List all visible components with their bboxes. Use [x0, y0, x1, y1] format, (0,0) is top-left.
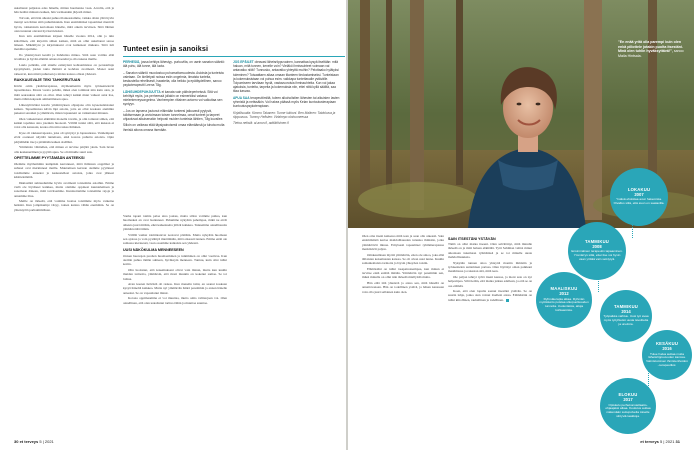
- timeline-month: MAALISKUU: [550, 286, 578, 292]
- timeline-text: Opiskelu perhekonstellaatio-ohjaajaksi alkaa. Koulutus auttaa näkemään sukupolvelta toiselle siirtyviä taakkoja.: [605, 402, 651, 418]
- sidebar-paragraph: – Jos on lapsena joutunut eläimään tunteesi jatkuvasti pyytyvä, tulkitsemaan ja arvioimaan toisen tunnelmaa, omat tunteet ja tarpeet ohjautuvat aikuisenakin helposti muiden tunteista lähtien, Tåg kuvailee.: [123, 108, 224, 121]
- timeline-text: Työpaikka vaihtuu. Uusi työ avaa myös työyhteisö uusia tavoitteita ja unelmia.: [603, 314, 649, 326]
- subheading: RAKKAUSVAJE TEKI TAHKERUTUAN: [14, 78, 81, 83]
- paragraph: Välillä vanhat toimintatavat nostavat päätään. Mutta nykyään huomaan sen ajoissa ja voin pysähtyä miettimään, mitä oikeasti tunnen. Emme enää ole samassa kierteessä, vaan osaamme katkaista sen yhdessä.: [123, 232, 227, 246]
- left-column-body: [14, 6, 114, 436]
- timeline-year: 2007: [634, 191, 644, 197]
- paragraph: Ymmärsin vähitellen, että minun ei tarvitse pärjätä yksin. Sain luvan olla keskeneräinen ja pyytää apua. Se oli minulle suuri asia.: [14, 145, 114, 154]
- subheading: OPETTELIMME PYYTÄMÄÄN ANTEEKSI: [14, 156, 85, 161]
- paragraph: Olen vaikeuttanut elämääni monella tavalla, ja olin tottunut siihen, että kaikki tapahtuu aina jotenkin huonosti. Välillä tuntui siltä, että kukaan ei voisi olla kanssani, koska olin niin raskas ihminen.: [14, 116, 114, 130]
- magazine-brand: et terveys: [19, 439, 39, 444]
- sidebar-paragraph: Silloin on vaikeaa elää täysipainoisesti omaa elämäänsä ja tuhota muita ihmisiä aitona omana itsenään.: [123, 123, 225, 132]
- timeline-month: TAMMIKUU: [613, 304, 639, 310]
- timeline-year: 2017: [623, 396, 633, 402]
- paragraph: Omaksumisen myötä ymmärrän, etten ole ainoa, joka elää tällaisten kokemusten kanssa. Se oli aivan uusi tunne. Kuulin samankaltaisia tarinoita ja löysin yhteyden toisiin.: [362, 252, 444, 266]
- paragraph: Olin luottanut, että kokemukseni olivat vain minun, mutta kun kuulin muiden tarinoita, ymmärsin, että moni muukin on kokenut samaa. Se toi lohtua.: [123, 267, 227, 281]
- sidebar-title: Tunteet esiin ja sanoiksi: [123, 44, 209, 53]
- sidebar-divider: [123, 56, 345, 57]
- paragraph: Elämästäni on tullut tasapainoisempaa, kun minun ei tarvitse enää esittää mitään. Ymmärrän nyt paremmin sen, miksi minulle on ollut niin tärkeää miellyttää muita.: [362, 266, 444, 280]
- issue-number: 5 | 2021: [39, 439, 54, 444]
- paragraph: Kotona oppimaamme ei voi muuttaa, mutta omia valintojaan voi. Olen onnellinen, että olen uskaltanut tarttua tähän ja muuttaa suuntaa.: [123, 296, 227, 305]
- paragraph: Luulo pelkään, että sinulle esitetyissä kohtaamisissa on perusteltuja kysymyksiä, joiden takia ihmisiä ei kohdata avoimesti. Monet asiat ratkeavat, kun niistä puhutaan ja niiden kanssa ollaan yhdessä.: [14, 62, 114, 76]
- paragraph: Ilkkiasmiä suhtaudumme hyvin avoimesti toistemme asioihin. Emme vielä ole löytäneet kaikkea, mutta olemme oppineet kuuntelemaan ja sanomaan ääneen, mitä tarvitsemme. Kunnioitamme toistemme rajoja ja annamme tilaa.: [14, 180, 114, 198]
- timeline-month: TAMMIKUU: [584, 239, 610, 245]
- timeline-bubble: [600, 378, 656, 434]
- page-number: 30: [14, 439, 19, 444]
- caption-quote: "En enää yritä olla parempi kuin olen enkä pillottele jotakin puolta itsestäni. Minä olen tuhlin hyväksyttävä!",: [618, 40, 683, 54]
- sidebar-paragraph: PERHESIÄ, jossa kehitys lähestyy- purkuvilta, on usein sanaton sääntö: älä puhu, älä tunne, älä luota.: [123, 60, 225, 69]
- sidebar-paragraph: APUA SAA terapeuttimiltä, tuleen alkoholistien lähesten tai aikuisten lasten ryhmistä ja netissäkin. Voi hakea päässä myös Kelan kuntoutusterapiaan kuntoutuspsykoterapiaan.: [233, 95, 340, 109]
- sidebar-column-a: [123, 60, 227, 210]
- timeline-month: ELOKUU: [618, 392, 638, 398]
- right-page: [348, 0, 694, 450]
- sidebar-web-links: Tietoa netistä: al-anon.fi, addiktiivinen.fi: [233, 121, 289, 126]
- timeline-text: Ystävä ehdottaa avun hakemista. Oivallus siitä, että avun on saatavilla.: [613, 197, 665, 206]
- paragraph: Vanha tapani toimia palaa aina joskus, mutta sillon voimme puhua, kun huomaaksi en ovat laantuneet. Puhumme nykyään pahempaa, mikä ne eivät aiheuta juuri mitään, eikä katkenneita jäävät kaikkea. Tunnemme onnellisuutta ymmärrettää tämän.: [123, 214, 227, 232]
- subheading: SAIN ITSESTÄNI YSTÄVÄN: [448, 236, 496, 241]
- timeline-text: Tulee halua auttaa muita läheisriippuvuuden kanssa. Valmistuminen ihmistenhoidon –terapeutiksi.: [646, 351, 688, 367]
- timeline-month: KESÄKUU: [655, 341, 679, 347]
- timeline-bubble: [642, 330, 692, 380]
- sidebar-column-b: [233, 60, 341, 210]
- timeline-bubble: [568, 222, 626, 280]
- timeline-year: 2014: [621, 308, 631, 314]
- paragraph: Avan kaaren ikävästä oli raskas. Kun menetin isäni, en saanut koskaan kysyä häneltä kaikkea. Mutta nyt ymmärrän häntä paremmin ja annan hänelle anteeksi. Se on vapauttanut minut.: [123, 282, 227, 295]
- timeline-year: 2008: [592, 243, 602, 249]
- timeline-bubble: [600, 290, 652, 342]
- timeline-text: Ensimmäinen terapeutin tapaaminen. Ymmärrys siitä, ettei itse voi hyvin vaan yrittää vain selviytyä.: [571, 249, 623, 261]
- right-column-a: [362, 234, 444, 434]
- paragraph: Toivoin, että hän alkaisi puhua tilanteestamme, vaikka olisin yhtä hyvin tiennyt sen ilman siitä puhumistakin. Kun ensimmäiset tapaamiset menivät hyvin, rohkaistuin kertomaan hänelle, mitä oikein tarvitsen. Siitä lähtien olen tuntenut olevani hyvissä käsissä.: [14, 15, 114, 33]
- magazine-brand: et terveys: [640, 439, 659, 444]
- subheading: UUSI NÄKÖKULMA MENNEESEEN: [123, 248, 184, 253]
- paragraph: Meille on tärkeää, että voimme luottaa toisiimme myös vaikeina hetkinä. Kun jompikumpi väsyy, toinen kantaa vähän enemmän. Se on yhteistyötä parhaimmillaan.: [14, 199, 114, 212]
- timeline-bubble: [610, 168, 668, 226]
- right-column-b: [448, 234, 532, 434]
- paragraph: Ilo yhteistyössä kestää ja ilahduttaa minua. Siitä saan voimia elää tavallista ja hyvää elämää omana itsenäni ja olla tukena muille.: [14, 53, 114, 62]
- folio-left: [14, 439, 54, 444]
- paragraph: Olen oma itseni kaikessa mitä teen ja saan olla oikeasti. Sain ensimmäistä kertaa mahdollisuuden tutustua ihmisiin, jotka ymmärtävät minua. Erityisesti tapaamiset ryhmäterapiassa merkitsivät paljon.: [362, 234, 444, 252]
- paragraph: Kyse oli rakkausvajeesta, joka oli syntynyt jo lapsuudessa. Vanhempani eivät osanneet näyttää tunteitaan, eikä kotona puhuttu asioista. Opin pärjäämään itse ja pitämään kaiken sisälläni.: [14, 131, 114, 144]
- issue-number: 5 | 2021: [660, 439, 675, 444]
- timeline-text: Ryhmäterapia alkaa. Ryhmän myötätunto poistaa ulkopuolisuuden tunnetta. Uudenlaisia, aitoja kohtaamisia.: [539, 296, 589, 312]
- paragraph: Kävin omin yksilöterapiassa, mytheumentin myös työskenteleviä tapaamisissa. Monta vuotta pohdin, miksi olen toiminut niin kuin olen, ja mitä seurauksia siitä on ollut. Olen tehnyt kaikki muut vaikeat asiat itse, mutta tähän kaipasin ammattilaisen apua.: [14, 84, 114, 102]
- photo-caption: [618, 40, 690, 58]
- sidebar-paragraph: JOS EPÄILET oleavasi läheisriippuvainen, kannattaa kysyä itseltään: mitä haluan, mitä tunnen, kenelle voin? Vieläkö ihmissuhteet voimaan vai antavatko niitä? Tunnusko, antavatko yhteyttä muihin? Pelottaako hylätyksi tuleminen? Toisaattaen aikaa omaan tilanteen tiedostamiseksi. Tunteistaan ja kokemuksistaan voi puhua esim. vaikkapa tuntettavalle ystävälle. Toipumiseen tarvitaan hyviä, vastavuoroisia ihmissuhteita. Kun voi jakaa ajatuksia, tunteita, tarpeita ja kokemuksia niin, ettei niitä kyllä säälitä, saa tilaa kasvaa.: [233, 60, 339, 94]
- sidebar-paragraph: – Sanaton sääntö muodostuu puhumattomuudesta. Asioista ja tunteista vaietaan. On kielletysti noissa esiin ongelmia, ilmaista tunteita, keskustella rehellisesti, haasteita, olla heikko ja epätäydellinen, sanoo psykoterapeutti Leena Tåg.: [123, 70, 224, 88]
- caption-attribution: sanoo Maila Hintsala.: [618, 49, 684, 58]
- timeline-year: 2012: [559, 290, 569, 296]
- timeline-month: LOKAKUU: [627, 187, 651, 193]
- sidebar-paragraph: LÄHISUHDEPUHJUUTTA ei kanata vain päihdeperheissä. Sitä voi kehittyä myös, jos perheessä jollakin on esimerkiksi vakava mielenterveysongelma. Vanhempien riitainen avioero voi vaikuttaa sen syntyyn.: [123, 89, 223, 107]
- sidebar-reading-list: Kirjallisuutta: Kimmo Takanen: Tunne lukkoni. Ben Malinen: Taidokuva ja riippuvuus. Tommy Hellsten: Virtahepo olohuoneessa: [233, 110, 336, 119]
- timeline-year: 2016: [662, 345, 672, 351]
- timeline-bubble: [536, 272, 592, 328]
- paragraph: Hän elää tätä yhteisöä ja antaa sen, mitä hänellä on annettavanaan. Hän on todellinen ystävä, ja hänen kanssaan voin olla juuri sellainen kuin olen.: [362, 281, 444, 294]
- paragraph: Ole paljon tehnyt työtä itseni kanssa, ja moni asia on nyt helpompaa. Silti tiedän, että matka jatkuu edelleen, ja että se on osa elämää.: [448, 274, 532, 288]
- left-lower-column-a: [123, 214, 227, 439]
- paragraph: Tämä on ollut matka itseeni. Olen selvittänyt, mitä minulle tärkeää on ja mitä haluan elämältä. Tytti Sahlman valitsi minut aikoinaan tukemaan ryhmäänsä ja se toi minulle uusia mahdollisuuksia.: [448, 242, 532, 260]
- paragraph: Kun tein ensimmäisen kirjeen hänelle vuonna 2014, olin jo niin kiitollinen, että kirjoitin siihen kaiken, mitä en ollut uskaltanut sanoa ääneen. Mäkätilyni ja kirjoitukseni ovat kulkeneet mukana. Siitä tuli meidän tapamme.: [14, 34, 114, 52]
- left-page: [0, 0, 346, 450]
- paragraph: Olemme myöhemmin kumpikin kerranneet, mitä ihmisten ongelmat ja suhteet ovat merkinneet meille. Muutamaan kertaan olemme pyytäneet toisiltamme anteeksi ja keskustelleet asioista, jotka ovat jääneet käsittelemättä.: [14, 162, 114, 180]
- paragraph: uskaltanut paljastaa edes hänelle, mitten huomenna vaan. Arvelin, että ja hän tietäisi minusta kaiken, hän varmaankin järjestä minut.: [14, 6, 114, 15]
- end-of-article-mark: [506, 299, 509, 302]
- paragraph: Koen, että olen lopulta saanut itsestäni ystävän. Se on suurin lahja, jonka olen voinut itselleni antaa. Elämästäni on tullut kiitollinen, rauhallinen ja todellinen.: [448, 289, 532, 302]
- paragraph: Osisen huonojen puolien huomaaminen ja tutkiminen on ollut vaativaa. Kun alettiin puhua tämän suhteen, hyväksyin menneen. Tuntuu, kuin olisi tullut kotiin.: [123, 253, 227, 267]
- page-number: 31: [675, 439, 680, 444]
- folio-right: [640, 439, 680, 444]
- paragraph: Nykyään tunnen aitoa yhteyttä moniin ihmisiin ja työskentelen auttamisen parissa. Olen löytänyt oman paikkani maailmassa ja rakastan sitä, mitä teen.: [448, 260, 532, 274]
- paragraph: Lähestyttäväksi kasvin ymmärryksen ohjaajana olin kyseenalaistanut kaiken. Tapaamisissa kävin läpi asioita, joita en ollut koskaan aiemmin pukenut sanoiksi ja ymmärsin, miten lapsuuteni on vaikuttanut minuun.: [14, 102, 114, 116]
